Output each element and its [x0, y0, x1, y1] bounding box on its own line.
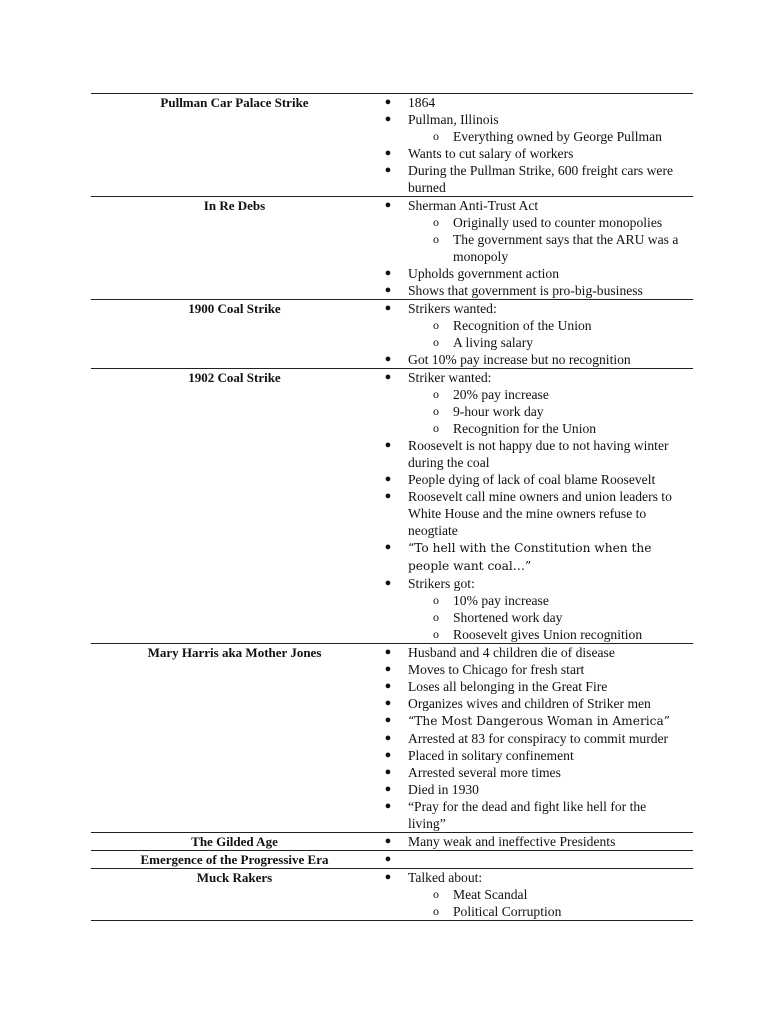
bullet-icon: ● — [384, 302, 392, 314]
bullet-text: Arrested several more times — [408, 765, 561, 780]
bullet-item — [378, 695, 685, 712]
bullet-icon: ● — [384, 284, 392, 296]
sub-bullet-item — [378, 128, 685, 145]
bullet-text: Husband and 4 children die of disease — [408, 645, 615, 660]
topic-cell: Pullman Car Palace Strike — [91, 94, 378, 197]
bullet-icon: ● — [384, 663, 392, 675]
table-row — [91, 197, 693, 300]
bullet-text: Shows that government is pro-big-business — [408, 283, 643, 298]
bullet-item — [378, 730, 685, 747]
bullet-item — [378, 661, 685, 678]
bullet-item — [378, 437, 685, 471]
sub-bullet-text: Political Corruption — [453, 904, 562, 919]
bullet-item — [378, 781, 685, 798]
bullet-text: “Pray for the dead and fight like hell for the living” — [408, 799, 647, 831]
table-row — [91, 869, 693, 921]
sub-bullet-item — [378, 214, 685, 231]
topic-cell: 1900 Coal Strike — [91, 300, 378, 369]
bullet-item — [378, 869, 685, 886]
sub-bullet-text: Everything owned by George Pullman — [453, 129, 662, 144]
bullet-text: Arrested at 83 for conspiracy to commit murder — [408, 731, 669, 746]
sub-bullet-icon: o — [433, 627, 439, 641]
sub-bullet-item — [378, 231, 685, 265]
sub-bullet-icon: o — [433, 335, 439, 349]
notes-cell — [378, 197, 693, 300]
table-row — [91, 300, 693, 369]
bullet-icon: ● — [384, 96, 392, 108]
notes-cell — [378, 644, 693, 833]
sub-bullet-icon: o — [433, 404, 439, 418]
sub-bullet-text: Roosevelt gives Union recognition — [453, 627, 643, 642]
bullet-text: People dying of lack of coal blame Roosevelt — [408, 472, 656, 487]
sub-bullet-icon: o — [433, 610, 439, 624]
bullet-icon: ● — [384, 473, 392, 485]
bullet-item — [378, 162, 685, 196]
bullet-item — [378, 282, 685, 299]
bullet-text: Roosevelt call mine owners and union leaders to White House and the mine owners refuse to neogtiate — [408, 489, 672, 538]
bullet-item — [378, 145, 685, 162]
bullet-text: Pullman, Illinois — [408, 112, 499, 127]
topic-cell: The Gilded Age — [91, 833, 378, 851]
bullet-item — [378, 833, 685, 850]
table-row — [91, 833, 693, 851]
bullet-icon: ● — [384, 267, 392, 279]
bullet-item — [378, 575, 685, 592]
bullet-icon: ● — [384, 147, 392, 159]
bullet-icon: ● — [384, 353, 392, 365]
sub-bullet-text: Originally used to counter monopolies — [453, 215, 663, 230]
bullet-item — [378, 471, 685, 488]
bullet-text: Upholds government action — [408, 266, 560, 281]
topic-cell: Mary Harris aka Mother Jones — [91, 644, 378, 833]
topic-cell: In Re Debs — [91, 197, 378, 300]
bullet-icon: ● — [384, 680, 392, 692]
bullet-text: Organizes wives and children of Striker men — [408, 696, 651, 711]
topic-cell: 1902 Coal Strike — [91, 369, 378, 644]
sub-bullet-icon: o — [433, 421, 439, 435]
table-row — [91, 94, 693, 197]
sub-bullet-icon: o — [433, 904, 439, 918]
notes-cell — [378, 300, 693, 369]
bullet-icon: ● — [384, 749, 392, 761]
sub-bullet-item — [378, 420, 685, 437]
bullet-item — [378, 488, 685, 539]
notes-cell — [378, 94, 693, 197]
bullet-text: 1864 — [408, 95, 436, 110]
sub-bullet-text: Recognition of the Union — [453, 318, 592, 333]
bullet-text: Roosevelt is not happy due to not having winter during the coal — [408, 438, 669, 470]
sub-bullet-item — [378, 403, 685, 420]
bullet-text: During the Pullman Strike, 600 freight cars were burned — [408, 163, 674, 195]
sub-bullet-text: Meat Scandal — [453, 887, 528, 902]
sub-bullet-text: Recognition for the Union — [453, 421, 597, 436]
bullet-icon: ● — [384, 800, 392, 812]
bullet-item — [378, 369, 685, 386]
notes-cell — [378, 369, 693, 644]
sub-bullet-item — [378, 886, 685, 903]
bullet-text: “To hell with the Constitution when the people want coal…” — [408, 541, 652, 573]
sub-bullet-text: 9-hour work day — [453, 404, 544, 419]
sub-bullet-text: A living salary — [453, 335, 534, 350]
table-row — [91, 851, 693, 869]
notes-table-body — [91, 94, 693, 921]
bullet-text: Loses all belonging in the Great Fire — [408, 679, 608, 694]
bullet-icon: ● — [384, 697, 392, 709]
bullet-icon: ● — [384, 853, 392, 865]
bullet-icon: ● — [384, 766, 392, 778]
bullet-item — [378, 111, 685, 128]
sub-bullet-text: 10% pay increase — [453, 593, 549, 608]
sub-bullet-icon: o — [433, 593, 439, 607]
sub-bullet-icon: o — [433, 318, 439, 332]
sub-bullet-text: Shortened work day — [453, 610, 563, 625]
table-row — [91, 644, 693, 833]
bullet-icon: ● — [384, 783, 392, 795]
bullet-item — [378, 94, 685, 111]
bullet-icon: ● — [384, 490, 392, 502]
bullet-item — [378, 747, 685, 764]
bullet-text: Placed in solitary confinement — [408, 748, 574, 763]
bullet-item — [378, 265, 685, 282]
bullet-text: Moves to Chicago for fresh start — [408, 662, 585, 677]
sub-bullet-item — [378, 386, 685, 403]
bullet-icon: ● — [384, 714, 392, 726]
sub-bullet-icon: o — [433, 887, 439, 901]
notes-cell — [378, 851, 693, 869]
table-row — [91, 369, 693, 644]
sub-bullet-icon: o — [433, 232, 439, 246]
bullet-item — [378, 300, 685, 317]
bullet-item — [378, 798, 685, 832]
bullet-text: Talked about: — [408, 870, 483, 885]
topic-cell: Emergence of the Progressive Era — [91, 851, 378, 869]
sub-bullet-item — [378, 626, 685, 643]
bullet-icon: ● — [384, 113, 392, 125]
bullet-icon: ● — [384, 371, 392, 383]
bullet-text: Strikers wanted: — [408, 301, 497, 316]
bullet-item — [378, 764, 685, 781]
bullet-icon: ● — [384, 541, 392, 553]
sub-bullet-item — [378, 903, 685, 920]
bullet-item — [378, 351, 685, 368]
notes-document — [91, 93, 693, 921]
bullet-icon: ● — [384, 439, 392, 451]
bullet-icon: ● — [384, 199, 392, 211]
bullet-text: “The Most Dangerous Woman in America” — [408, 714, 671, 728]
sub-bullet-icon: o — [433, 387, 439, 401]
bullet-item — [378, 197, 685, 214]
bullet-item — [378, 644, 685, 661]
topic-cell: Muck Rakers — [91, 869, 378, 921]
sub-bullet-item — [378, 334, 685, 351]
bullet-icon: ● — [384, 835, 392, 847]
bullet-icon: ● — [384, 871, 392, 883]
sub-bullet-text: The government says that the ARU was a monopoly — [453, 232, 679, 264]
bullet-item — [378, 539, 685, 575]
bullet-icon: ● — [384, 577, 392, 589]
notes-table — [91, 93, 693, 921]
sub-bullet-item — [378, 609, 685, 626]
bullet-text: Got 10% pay increase but no recognition — [408, 352, 631, 367]
sub-bullet-icon: o — [433, 215, 439, 229]
notes-cell — [378, 869, 693, 921]
sub-bullet-item — [378, 592, 685, 609]
sub-bullet-icon: o — [433, 129, 439, 143]
bullet-item — [378, 678, 685, 695]
bullet-text: Strikers got: — [408, 576, 475, 591]
sub-bullet-text: 20% pay increase — [453, 387, 549, 402]
bullet-icon: ● — [384, 164, 392, 176]
notes-cell — [378, 833, 693, 851]
bullet-text: Striker wanted: — [408, 370, 492, 385]
bullet-text: Wants to cut salary of workers — [408, 146, 574, 161]
sub-bullet-item — [378, 317, 685, 334]
bullet-text: Many weak and ineffective Presidents — [408, 834, 616, 849]
bullet-text: Died in 1930 — [408, 782, 479, 797]
bullet-icon: ● — [384, 732, 392, 744]
bullet-item — [378, 712, 685, 730]
bullet-text: Sherman Anti-Trust Act — [408, 198, 539, 213]
bullet-icon: ● — [384, 646, 392, 658]
